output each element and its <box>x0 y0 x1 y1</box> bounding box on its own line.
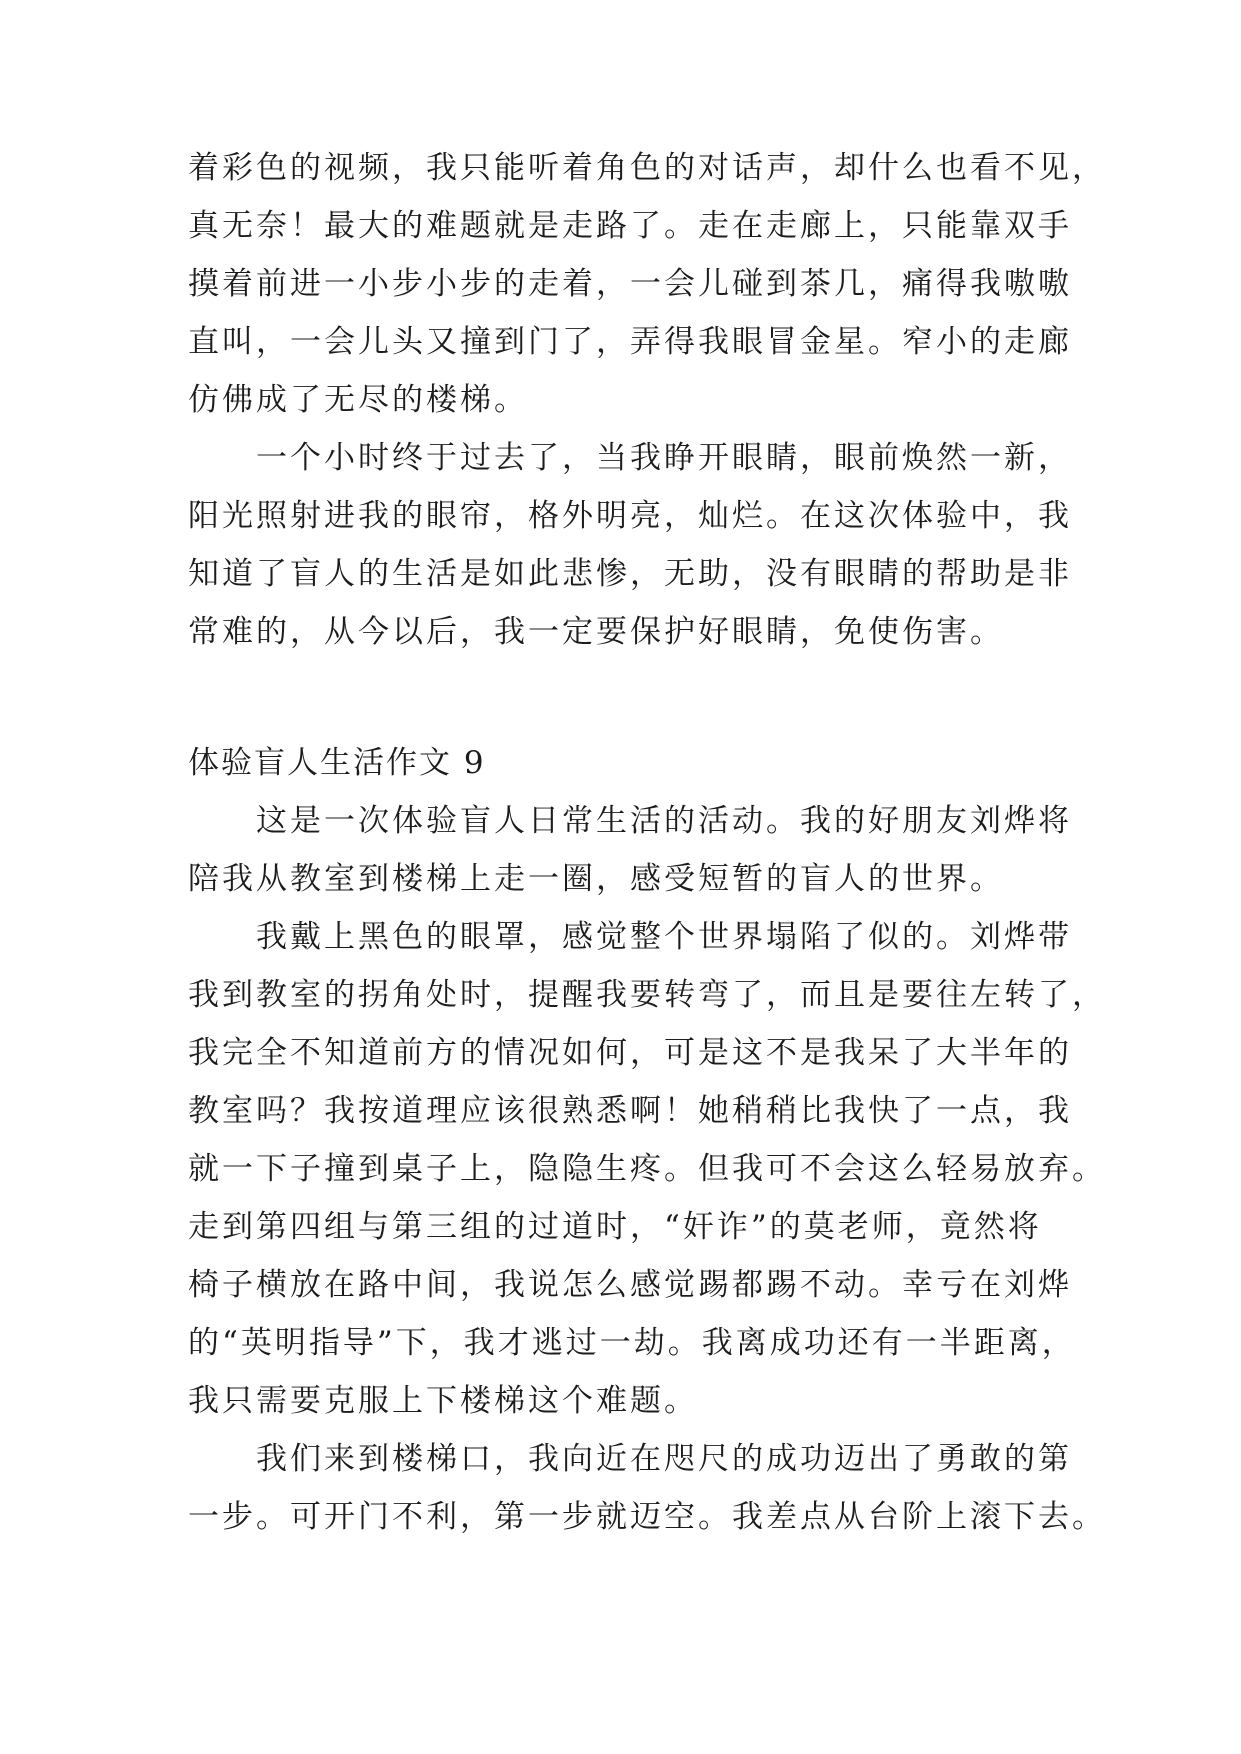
text-line: 我完全不知道前方的情况如何，可是这不是我呆了大半年的 <box>188 1035 1072 1071</box>
text-line: 这是一次体验盲人日常生活的活动。我的好朋友刘烨将 <box>256 803 1072 839</box>
essay-title-text: 体验盲人生活作文 9 <box>188 745 486 781</box>
paragraph-2 <box>188 908 1106 1430</box>
paragraph-3 <box>188 1430 1106 1546</box>
text-line: 直叫，一会儿头又撞到门了，弄得我眼冒金星。窄小的走廊 <box>188 324 1072 360</box>
closing-paragraph <box>188 429 1072 661</box>
text-line: 常难的，从今以后，我一定要保护好眼睛，免使伤害。 <box>188 614 1004 650</box>
text-line: 一个小时终于过去了，当我睁开眼睛，眼前焕然一新， <box>256 440 1072 476</box>
text-line: 阳光照射进我的眼帘，格外明亮，灿烂。在这次体验中，我 <box>188 498 1072 534</box>
text-line: 真无奈！最大的难题就是走路了。走在走廊上，只能靠双手 <box>188 208 1072 244</box>
text-line: 教室吗？我按道理应该很熟悉啊！她稍稍比我快了一点，我 <box>188 1093 1072 1129</box>
text-line: 摸着前进一小步小步的走着，一会儿碰到茶几，痛得我嗷嗷 <box>188 266 1072 302</box>
text-line: 我只需要克服上下楼梯这个难题。 <box>188 1383 698 1419</box>
text-line: 椅子横放在路中间，我说怎么感觉踢都踢不动。幸亏在刘烨 <box>188 1267 1072 1303</box>
text-line: 仿佛成了无尽的楼梯。 <box>188 382 528 418</box>
text-line: 知道了盲人的生活是如此悲惨，无助，没有眼睛的帮助是非 <box>188 556 1072 592</box>
text-line: 的“英明指导”下，我才逃过一劫。我离成功还有一半距离， <box>188 1325 1076 1361</box>
text-line: 一步。可开门不利，第一步就迈空。我差点从台阶上滚下去。 <box>188 1499 1106 1535</box>
text-line: 着彩色的视频，我只能听着角色的对话声，却什么也看不见， <box>188 150 1106 186</box>
essay-title <box>188 734 1058 792</box>
paragraph-1 <box>188 792 1072 908</box>
text-line: 我戴上黑色的眼罩，感觉整个世界塌陷了似的。刘烨带 <box>256 919 1072 955</box>
continuation-paragraph <box>188 139 1106 429</box>
text-line: 我们来到楼梯口，我向近在咫尺的成功迈出了勇敢的第 <box>256 1441 1072 1477</box>
text-line: 陪我从教室到楼梯上走一圈，感受短暂的盲人的世界。 <box>188 861 1004 897</box>
text-line: 我到教室的拐角处时，提醒我要转弯了，而且是要往左转了， <box>188 977 1106 1013</box>
text-line: 就一下子撞到桌子上，隐隐生疼。但我可不会这么轻易放弃。 <box>188 1151 1106 1187</box>
text-line: 走到第四组与第三组的过道时，“奸诈”的莫老师，竟然将 <box>188 1209 1042 1245</box>
